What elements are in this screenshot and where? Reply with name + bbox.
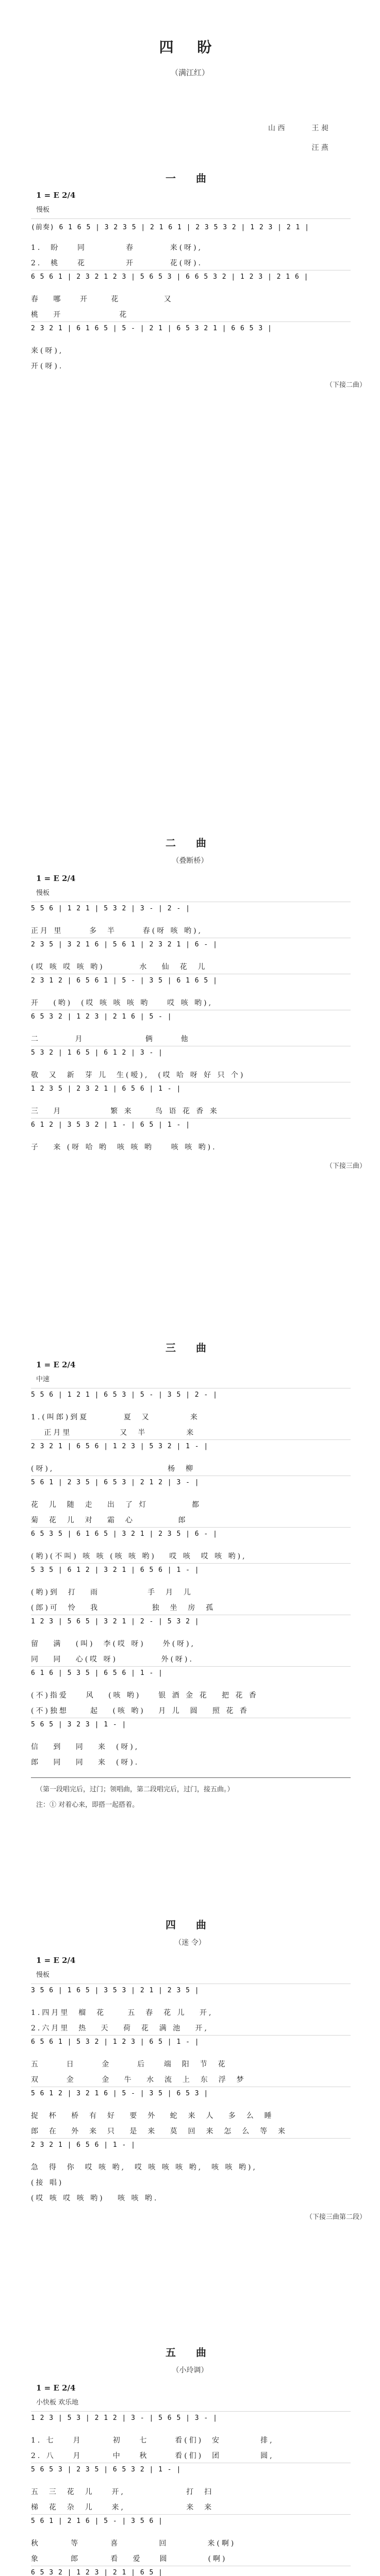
key-signature: 1 = E 2/4 [36, 2383, 76, 2393]
credit-line-2 [268, 138, 361, 158]
lyric-line: 来(呀), [31, 347, 64, 355]
lyric-line: (哎 咳 哎 咳 哟) 水 仙 花 儿 [31, 963, 207, 971]
lyric-line: 二 月 俩 他 [31, 1035, 190, 1043]
lyric-line: 子 来 (呀 哈 哟 咳 咳 哟 咳 咳 哟). [31, 1143, 217, 1151]
lyric-line: (哟)(不叫) 咳 咳 (咳 咳 哟) 哎 咳 哎 咳 哟), [31, 1552, 247, 1561]
notation-line: 2 3 2 1 | 6 5 6 | 1 2 3 | 5 3 2 | 1 - | [31, 1443, 351, 1451]
key-signature: 1 = E 2/4 [36, 1956, 76, 1965]
notation-line: 1 2 3 5 | 2 3 2 1 | 6 5 6 | 1 - | [31, 1085, 351, 1093]
notation-line: 5 3 5 | 6 1 2 | 3 2 1 | 6 5 6 | 1 - | [31, 1566, 351, 1574]
lyric-line: 敬 又 新 芽 儿 生(嗳), (哎 哈 呀 好 只 个) [31, 1071, 245, 1079]
lyric-line: 象 郎 看 爱 圆 (啊) [31, 2555, 227, 2563]
tempo-marking: 慢板 [36, 889, 50, 897]
notation-line: 5 5 6 | 1 2 1 | 5 3 2 | 3 - | 2 - | [31, 905, 351, 913]
section-tune-name: （叠断桥） [172, 857, 208, 865]
lyric-line: 2.六月里 热 天 荷 花 满 池 开, [31, 2024, 209, 2032]
section-remark: （第一段唱完后，过门；领唱曲，第二段唱完后，过门，接五曲。） [36, 1786, 234, 1793]
credit-name: 汪 燕 [311, 144, 328, 152]
notation-line: 5 6 5 3 | 2 3 5 | 6 5 3 2 | 1 - | [31, 2466, 351, 2474]
notation-line: 5 5 6 | 1 2 1 | 6 5 3 | 5 - | 3 5 | 2 - | [31, 1391, 351, 1399]
notation-line: 5 6 1 | 2 1 6 | 5 - | 3 5 6 | [31, 2517, 351, 2526]
lyric-line: 留 满 (叫) 李(哎 呀) 外(呀), [31, 1640, 196, 1648]
section-heading: 五 曲 [166, 2346, 214, 2359]
notation-line: 2 3 2 1 | 6 1 6 5 | 5 - | 2 1 | 6 5 3 2 1 | 6 6 5 3 | [31, 325, 351, 333]
section-heading: 四 曲 [166, 1919, 214, 1931]
section-footnote: 注：① 对着心来，即搭一起搭着。 [36, 1801, 139, 1809]
page-subtitle: （满江红） [170, 68, 209, 77]
key-signature: 1 = E 2/4 [36, 1360, 76, 1369]
lyric-line: 桃 开 花 [31, 311, 129, 319]
credit-role: 山 西 [268, 124, 285, 132]
lyric-line: 1. 七 月 初 七 看(们) 安 排, [31, 2436, 274, 2445]
notation-line: 6 5 6 1 | 2 3 2 1 2 3 | 5 6 5 3 | 6 6 5 3 2 | 1 2 3 | 2 1 6 | [31, 273, 351, 281]
notation-line: 2 3 2 1 | 6 5 6 | 1 - | [31, 2141, 351, 2149]
credit-name: 王 昶 [311, 124, 328, 132]
section-heading: 二 曲 [166, 837, 214, 849]
key-signature: 1 = E 2/4 [36, 191, 76, 200]
notation-line: 6 1 2 | 3 5 3 2 | 1 - | 6 5 | 1 - | [31, 1121, 351, 1129]
section-divider [31, 1777, 351, 1778]
notation-line: 5 6 1 | 2 3 5 | 6 5 3 | 2 1 2 | 3 - | [31, 1479, 351, 1487]
lyric-line: 2. 八 月 中 秋 看(们) 团 圆, [31, 2452, 274, 2460]
notation-line: 5 3 2 | 1 6 5 | 6 1 2 | 3 - | [31, 1049, 351, 1057]
lyric-line: 春 哪 开 花 又 [31, 295, 173, 303]
lyric-line: 捉 杯 桥 有 好 要 外 蛇 来 人 多 么 睡 [31, 2112, 274, 2120]
notation-line: 1 2 3 | 5 3 | 2 1 2 | 3 - | 5 6 5 | 3 - | [31, 2414, 351, 2422]
section-heading: 一 曲 [166, 172, 214, 184]
notation-line: 2 3 1 2 | 6 5 6 1 | 5 - | 3 5 | 6 1 6 5 | [31, 977, 351, 985]
lyric-line: 梯 花 杂 儿 来, 来 来 [31, 2503, 214, 2512]
lyric-line: 郎 在 外 来 只 是 来 莫 回 来 怎 么 等 来 [31, 2127, 288, 2136]
notation-line: 3 5 6 | 1 6 5 | 3 5 3 | 2 1 | 2 3 5 | [31, 1987, 351, 1995]
lyric-line: 五 三 花 儿 开, 打 扫 [31, 2488, 214, 2496]
notation-line: 6 5 6 1 | 5 3 2 | 1 2 3 | 6 5 | 1 - | [31, 2038, 351, 2046]
notation-line: 1 2 3 | 5 6 5 | 3 2 1 | 2 - | 5 3 2 | [31, 1618, 351, 1626]
lyric-line: (哟)到 打 雨 手 月 儿 [31, 1588, 193, 1597]
lyric-line: 1.(叫郎)到夏 夏 又 来 [31, 1413, 200, 1421]
lyric-line: 三 月 繁 来 鸟 语 花 香 来 [31, 1107, 219, 1115]
lyric-line: 1.四月里 榴 花 五 春 花 儿 开, [31, 2009, 213, 2017]
lyric-line: 正月里 又 半 来 [31, 1429, 196, 1437]
lyric-line: (呀), 杨 柳 [31, 1465, 195, 1473]
notation-line: 2 3 5 | 3 2 1 6 | 5 6 1 | 2 3 2 1 | 6 - | [31, 941, 351, 949]
page-title: 四 盼 [159, 39, 221, 56]
continuation-note: （下接二曲） [325, 381, 366, 389]
tempo-marking: 慢板 [36, 1971, 50, 1979]
credits [268, 118, 361, 158]
lyric-line: 开 (哟) (哎 咳 咳 咳 哟 哎 咳 哟), [31, 999, 213, 1007]
lyric-line: (郎)可 怜 我 独 坐 房 孤 [31, 1604, 216, 1612]
lyric-line: (哎 咳 哎 咳 哟) 咳 咳 哟. [31, 2194, 159, 2202]
tempo-marking: 小快板 欢乐地 [36, 2399, 79, 2406]
lyric-line: 开(呀). [31, 362, 64, 370]
lyric-line: 秋 等 喜 回 来(啊) [31, 2539, 236, 2548]
notation-line: 5 6 1 2 | 3 2 1 6 | 5 - | 3 5 | 6 5 3 | [31, 2090, 351, 2098]
section-tune-name: （迷 令） [174, 1939, 206, 1947]
lyric-line: (接 唱) [31, 2179, 64, 2187]
notation-line: 5 6 5 | 3 2 3 | 1 - | [31, 1721, 351, 1729]
lyric-line: 信 到 同 来 (呀), [31, 1743, 140, 1751]
lyric-line: 郎 同 同 来 (呀). [31, 1758, 140, 1767]
lyric-line: 正月 里 多 半 春(呀 咳 哟), [31, 927, 203, 935]
lyric-line: 双 金 金 牛 水 流 上 东 浮 梦 [31, 2076, 246, 2084]
notation-line: 6 5 3 2 | 1 2 3 | 2 1 | 6 5 | [31, 2569, 351, 2576]
key-signature: 1 = E 2/4 [36, 874, 76, 883]
notation-line: 6 5 3 2 | 1 2 3 | 2 1 6 | 5 - | [31, 1013, 351, 1021]
section-heading: 三 曲 [166, 1342, 214, 1354]
lyric-line: 2. 桃 花 开 花(呀). [31, 259, 203, 267]
continuation-note: （下接三曲第二段） [305, 2213, 366, 2221]
lyric-line: 急 得 你 哎 咳 哟, 哎 咳 咳 咳 哟, 咳 咳 哟), [31, 2163, 257, 2172]
continuation-note: （下接三曲） [325, 1162, 366, 1170]
lyric-line: 五 日 金 后 端 阳 节 花 [31, 2060, 227, 2069]
tempo-marking: 中速 [36, 1376, 50, 1383]
lyric-line: 菊 花 儿 对 霜 心 郎 [31, 1516, 188, 1524]
notation-line: 6 5 3 5 | 6 1 6 5 | 3 2 1 | 2 3 5 | 6 - | [31, 1530, 351, 1538]
lyric-line: (不)指爱 风 (咳 哟) 银 酒 金 花 把 花 香 [31, 1691, 258, 1700]
lyric-line: 花 儿 随 走 出 了 灯 都 [31, 1501, 201, 1509]
lyric-line: 同 同 心(哎 呀) 外(呀). [31, 1655, 194, 1664]
credit-line-1 [268, 118, 361, 138]
notation-line: (前奏) 6 1 6 5 | 3 2 3 5 | 2 1 6 1 | 2 3 5 3 2 | 1 2 3 | 2 1 | [31, 222, 351, 232]
lyric-line: 1. 盼 同 春 来(呀), [31, 244, 203, 252]
notation-line: 6 1 6 | 5 3 5 | 6 5 6 | 1 - | [31, 1669, 351, 1677]
section-tune-name: （小玲调） [172, 2366, 208, 2375]
lyric-line: (不)独想 起 (咳 哟) 月 儿 圆 照 花 香 [31, 1707, 249, 1715]
tempo-marking: 慢板 [36, 206, 50, 214]
